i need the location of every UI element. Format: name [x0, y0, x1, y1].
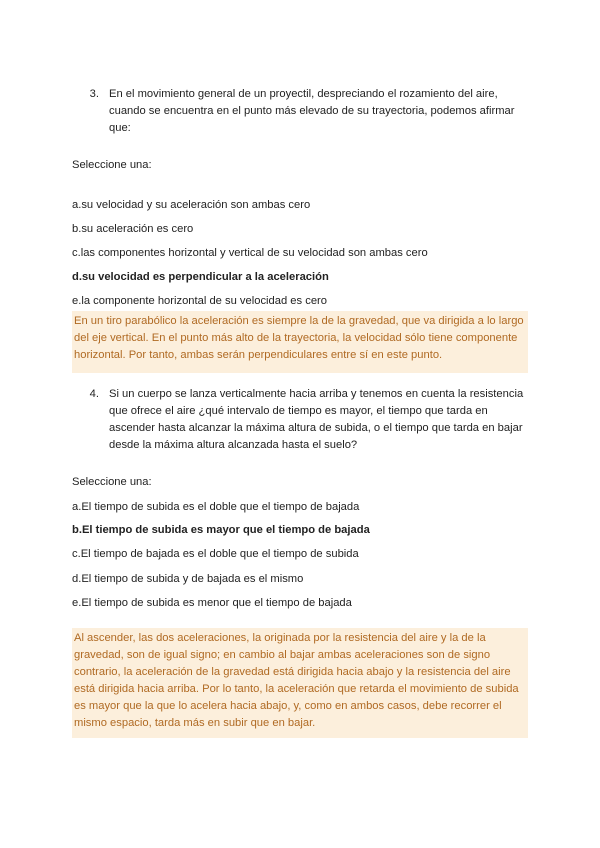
answer-option-c[interactable]: c.las componentes horizontal y vertical de su velocidad son ambas cero: [72, 247, 428, 259]
feedback-box: En un tiro parabólico la aceleración es siempre la de la gravedad, que va dirigida a lo largo del eje vertical. En el punto más alto de la trayectoria, la velocidad sólo tiene componente horizontal. Por tanto, ambas serán perpendiculares entre sí en este punto.: [72, 311, 528, 373]
answer-option-b[interactable]: b.su aceleración es cero: [72, 223, 194, 235]
question-3: [72, 86, 528, 137]
select-label: Seleccione una:: [72, 476, 152, 488]
answer-option-c[interactable]: c.El tiempo de bajada es el doble que el tiempo de subida: [72, 548, 359, 560]
question-number: 3.: [89, 88, 99, 100]
feedback-box: Al ascender, las dos aceleraciones, la originada por la resistencia del aire y la de la gravedad, son de igual signo; en cambio al bajar ambas aceleraciones son de signo contrario, la aceleración de la gravedad está dirigida hacia abajo y la resistencia del aire está dirigida hacia arriba. Por lo tanto, la aceleración que retarda el movimiento de subida es mayor que la que lo acelera hacia abajo, y, como en ambos casos, debe recorrer el mismo espacio, tarda más en subir que en bajar.: [72, 628, 528, 738]
answer-option-b-correct[interactable]: b.El tiempo de subida es mayor que el tiempo de bajada: [72, 524, 370, 536]
answer-option-e[interactable]: e.El tiempo de subida es menor que el tiempo de bajada: [72, 597, 352, 609]
question-number: 4.: [89, 388, 99, 400]
answer-option-a[interactable]: a.El tiempo de subida es el doble que el tiempo de bajada: [72, 501, 360, 513]
question-4: [72, 386, 528, 454]
select-label: Seleccione una:: [72, 159, 152, 171]
answer-option-d-correct[interactable]: d.su velocidad es perpendicular a la aceleración: [72, 271, 329, 283]
answer-option-d[interactable]: d.El tiempo de subida y de bajada es el mismo: [72, 573, 304, 585]
answer-option-e[interactable]: e.la componente horizontal de su velocidad es cero: [72, 295, 327, 307]
question-text: En el movimiento general de un proyectil, despreciando el rozamiento del aire, cuando se encuentra en el punto más elevado de su trayectoria, podemos afirmar que:: [109, 88, 515, 134]
question-text: Si un cuerpo se lanza verticalmente hacia arriba y tenemos en cuenta la resistencia que ofrece el aire ¿qué intervalo de tiempo es mayor, el tiempo que tarda en ascender hasta alcanzar la máxima altura de subida, o el tiempo que tarda en bajar desde la máxima altura alcanzada hasta el suelo?: [109, 388, 524, 451]
answer-option-a[interactable]: a.su velocidad y su aceleración son ambas cero: [72, 199, 311, 211]
